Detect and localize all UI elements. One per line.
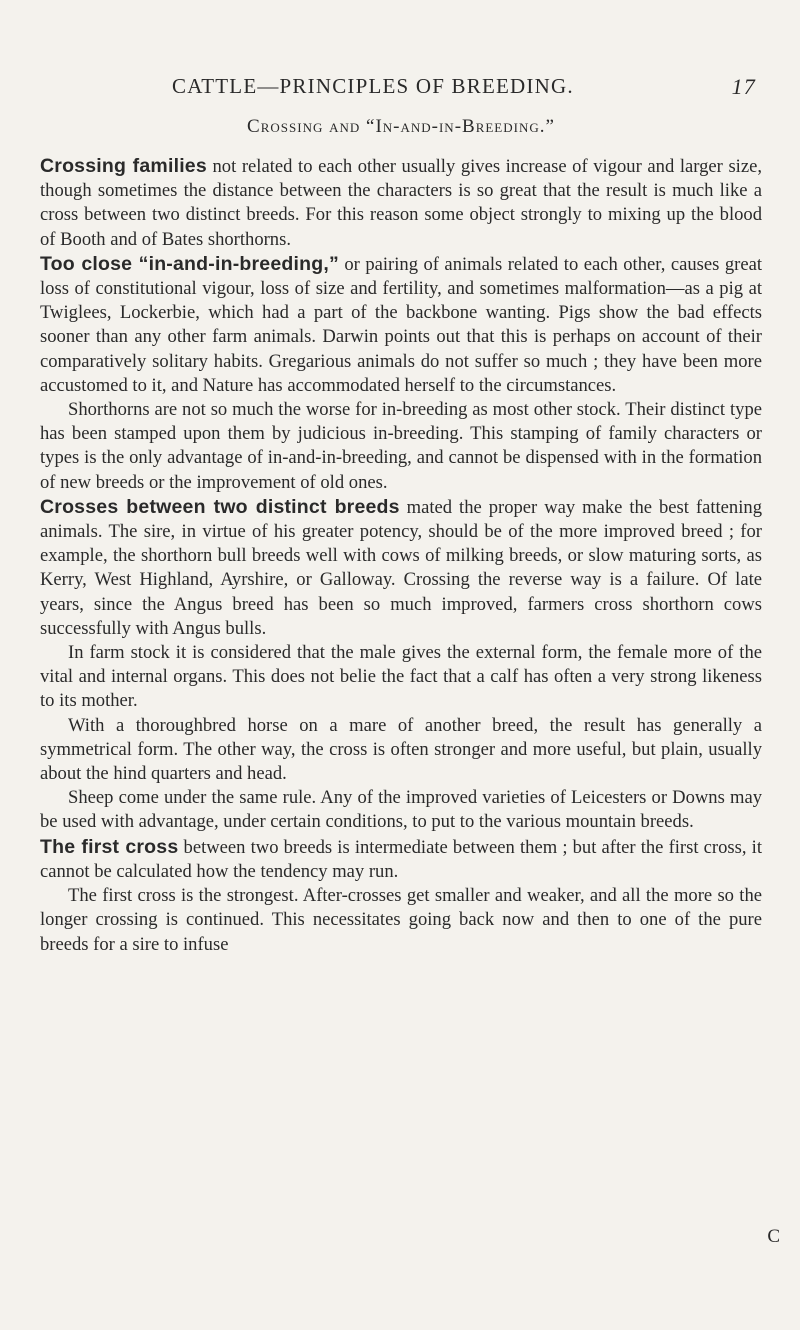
section-heading: Crossing and “In-and-in-Breeding.” — [247, 116, 555, 137]
paragraph-text: In farm stock it is considered that the male gives the external form, the female more of the vital and internal organs. This does not belie the fact that a calf has often a very strong likeness to its mother. — [40, 642, 762, 712]
lead-phrase: Crossing families — [40, 155, 207, 177]
paragraph-text: or pairing of animals related to each other, causes great loss of constitutional vigour, loss of size and fertility, and sometimes malformation—as a pig at Twiglees, Lockerbie, which had a part of the backbone wanting. Pigs show the bad effects sooner than any other farm animals. Darwin points out that this is perhaps on account of their comparatively solitary habits. Gregarious animals do not suffer so much ; they have been more accustomed to it, and Nature has accommodated herself to the circumstances. — [40, 253, 762, 396]
paragraph-after-crosses — [40, 884, 762, 957]
signature-mark: C — [767, 1226, 780, 1247]
paragraph-thoroughbred — [40, 714, 762, 787]
paragraph-in-and-in-breeding — [40, 252, 762, 398]
page-number: 17 — [731, 74, 756, 99]
paragraph-crossing-families — [40, 154, 762, 252]
paragraph-text: not related to each other usually gives increase of vigour and larger size, though sometimes the distance between the characters is so great that the result is much like a cross between two distinct breeds. For this reason some object strongly to mixing up the blood of Booth and of Bates shorthorns. — [40, 156, 763, 250]
paragraph-text: Sheep come under the same rule. Any of the improved varieties of Leicesters or Downs may be used with advantage, under certain conditions, to put to the various mountain breeds. — [40, 787, 762, 833]
paragraph-text: Shorthorns are not so much the worse for in-breeding as most other stock. Their distinct type has been stamped upon them by judicious in-breeding. This stamping of family characters or types is the only advantage of in-and-in-breeding, and cannot be dispensed with in the formation of new breeds or the improvement of old ones. — [40, 399, 762, 493]
paragraph-sheep — [40, 786, 762, 834]
paragraph-shorthorns — [40, 398, 762, 495]
running-title: CATTLE—PRINCIPLES OF BREEDING. — [172, 74, 574, 98]
paragraph-text: between two breeds is intermediate between them ; but after the first cross, it cannot be calculated how the tendency may run. — [40, 836, 762, 882]
paragraph-farm-stock — [40, 641, 762, 714]
paragraph-text: The first cross is the strongest. After-crosses get smaller and weaker, and all the more so the longer crossing is continued. This necessitates going back now and then to one of the pure breeds for a sire to infuse — [40, 885, 762, 955]
body-text — [40, 154, 762, 957]
lead-phrase: Too close “in-and-in-breeding,” — [40, 252, 339, 275]
paragraph-distinct-breeds — [40, 495, 762, 641]
paragraph-text: With a thoroughbred horse on a mare of another breed, the result has generally a symmetrical form. The other way, the cross is often stronger and more useful, but plain, usually about the hind quarters and head. — [40, 714, 762, 785]
lead-phrase: The first cross — [40, 835, 179, 858]
paragraph-first-cross — [40, 835, 762, 884]
paragraph-text: mated the proper way make the best fattening animals. The sire, in virtue of his greater potency, should be of the more improved breed ; for example, the shorthorn bull breeds well with cows of milking breeds, or slow maturing sorts, as Kerry, West Highland, Ayrshire, or Galloway. Crossing the reverse way is a failure. Of late years, since the Angus breed has been so much improved, farmers cross shorthorn cows successfully with Angus bulls. — [40, 496, 762, 639]
running-head — [40, 72, 762, 102]
lead-phrase: Crosses between two distinct breeds — [40, 495, 400, 518]
